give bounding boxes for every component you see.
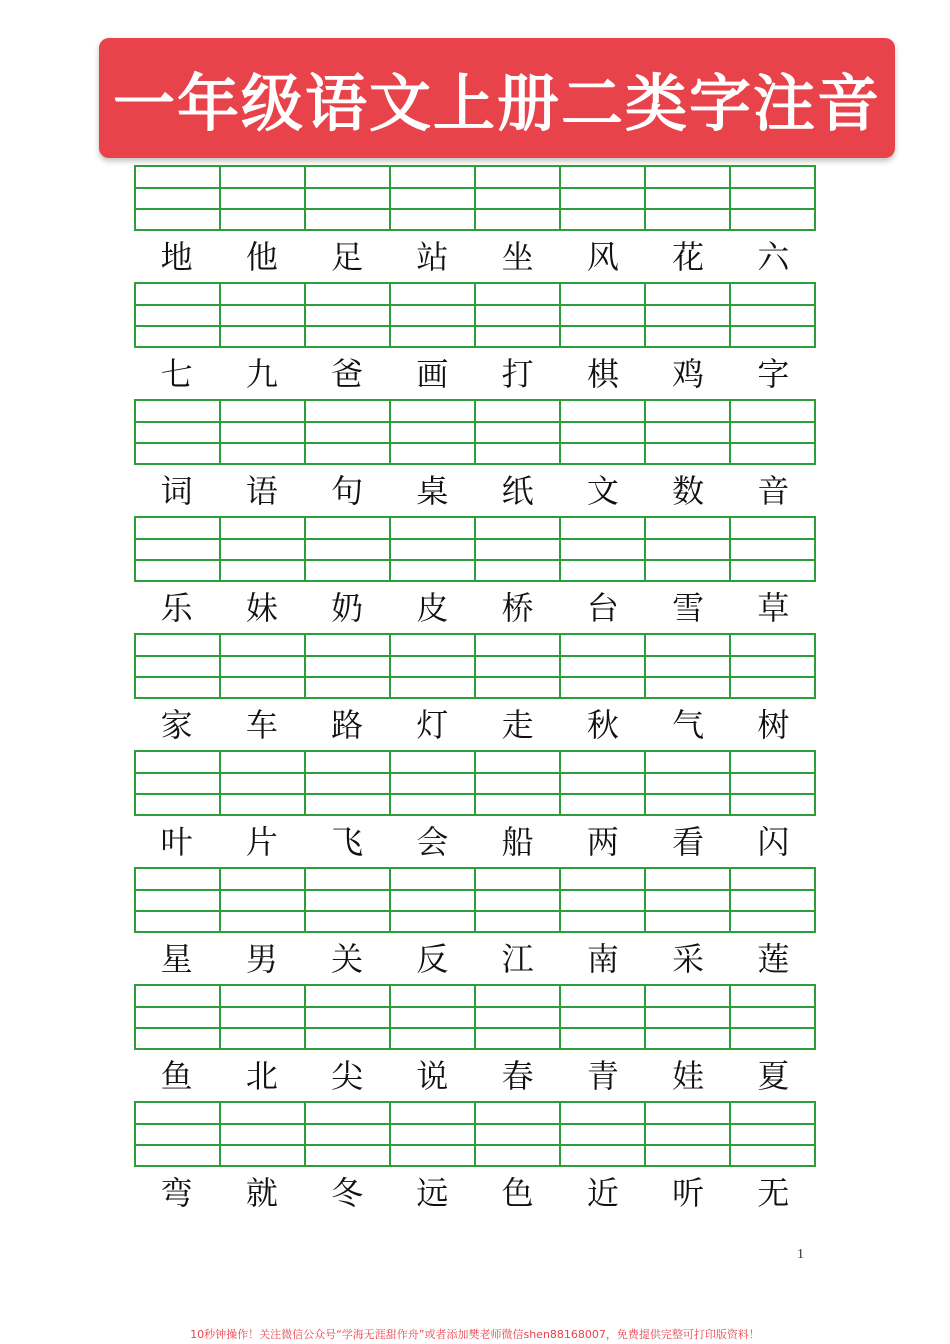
pinyin-writing-box[interactable] bbox=[731, 1103, 814, 1165]
hanzi-character: 语 bbox=[245, 472, 278, 510]
pinyin-writing-box[interactable] bbox=[221, 869, 306, 931]
hanzi-character: 六 bbox=[757, 238, 790, 276]
hanzi-character: 北 bbox=[245, 1057, 278, 1095]
worksheet-row bbox=[134, 867, 816, 984]
hanzi-character: 关 bbox=[331, 940, 364, 978]
hanzi-character: 片 bbox=[245, 823, 278, 861]
hanzi-character: 妹 bbox=[245, 589, 278, 627]
hanzi-character: 采 bbox=[672, 940, 705, 978]
hanzi-character: 冬 bbox=[331, 1174, 364, 1212]
hanzi-character: 打 bbox=[501, 355, 534, 393]
pinyin-writing-box[interactable] bbox=[306, 635, 391, 697]
hanzi-character: 尖 bbox=[331, 1057, 364, 1095]
pinyin-writing-box[interactable] bbox=[221, 986, 306, 1048]
pinyin-writing-box[interactable] bbox=[306, 986, 391, 1048]
hanzi-character: 飞 bbox=[331, 823, 364, 861]
pinyin-writing-box[interactable] bbox=[561, 869, 646, 931]
pinyin-grid bbox=[134, 516, 816, 582]
pinyin-writing-box[interactable] bbox=[136, 1103, 221, 1165]
hanzi-character: 棋 bbox=[586, 355, 619, 393]
pinyin-writing-box[interactable] bbox=[391, 401, 476, 463]
pinyin-writing-box[interactable] bbox=[391, 752, 476, 814]
character-line bbox=[134, 937, 816, 981]
hanzi-character: 站 bbox=[416, 238, 449, 276]
hanzi-character: 娃 bbox=[672, 1057, 705, 1095]
pinyin-writing-box[interactable] bbox=[731, 752, 814, 814]
hanzi-character: 船 bbox=[501, 823, 534, 861]
hanzi-character: 叶 bbox=[160, 823, 193, 861]
hanzi-character: 纸 bbox=[501, 472, 534, 510]
hanzi-character: 南 bbox=[586, 940, 619, 978]
title-banner bbox=[99, 38, 895, 158]
hanzi-character: 色 bbox=[501, 1174, 534, 1212]
character-line bbox=[134, 352, 816, 396]
hanzi-character: 近 bbox=[586, 1174, 619, 1212]
hanzi-character: 足 bbox=[331, 238, 364, 276]
hanzi-character: 台 bbox=[586, 589, 619, 627]
hanzi-character: 文 bbox=[586, 472, 619, 510]
hanzi-character: 鸡 bbox=[672, 355, 705, 393]
pinyin-writing-box[interactable] bbox=[731, 518, 814, 580]
hanzi-character: 字 bbox=[757, 355, 790, 393]
pinyin-writing-box[interactable] bbox=[476, 401, 561, 463]
pinyin-writing-box[interactable] bbox=[306, 869, 391, 931]
pinyin-writing-box[interactable] bbox=[476, 986, 561, 1048]
hanzi-character: 桌 bbox=[416, 472, 449, 510]
pinyin-writing-box[interactable] bbox=[561, 518, 646, 580]
pinyin-writing-box[interactable] bbox=[136, 752, 221, 814]
pinyin-writing-box[interactable] bbox=[136, 167, 221, 229]
worksheet-rows bbox=[134, 165, 816, 1218]
pinyin-writing-box[interactable] bbox=[476, 869, 561, 931]
page-title: 一年级语文上册二类字注音 bbox=[112, 66, 881, 140]
pinyin-writing-box[interactable] bbox=[646, 986, 731, 1048]
pinyin-writing-box[interactable] bbox=[646, 1103, 731, 1165]
hanzi-character: 会 bbox=[416, 823, 449, 861]
hanzi-character: 地 bbox=[160, 238, 193, 276]
worksheet-row bbox=[134, 516, 816, 633]
hanzi-character: 奶 bbox=[331, 589, 364, 627]
pinyin-writing-box[interactable] bbox=[646, 284, 731, 346]
pinyin-writing-box[interactable] bbox=[476, 518, 561, 580]
pinyin-writing-box[interactable] bbox=[731, 401, 814, 463]
pinyin-writing-box[interactable] bbox=[221, 635, 306, 697]
hanzi-character: 七 bbox=[160, 355, 193, 393]
pinyin-writing-box[interactable] bbox=[136, 284, 221, 346]
pinyin-writing-box[interactable] bbox=[476, 635, 561, 697]
pinyin-writing-box[interactable] bbox=[561, 1103, 646, 1165]
pinyin-writing-box[interactable] bbox=[306, 167, 391, 229]
pinyin-writing-box[interactable] bbox=[391, 986, 476, 1048]
pinyin-grid bbox=[134, 282, 816, 348]
hanzi-character: 反 bbox=[416, 940, 449, 978]
pinyin-writing-box[interactable] bbox=[136, 869, 221, 931]
character-line bbox=[134, 586, 816, 630]
hanzi-character: 乐 bbox=[160, 589, 193, 627]
hanzi-character: 夏 bbox=[757, 1057, 790, 1095]
worksheet-row bbox=[134, 1101, 816, 1218]
hanzi-character: 秋 bbox=[586, 706, 619, 744]
worksheet-row bbox=[134, 282, 816, 399]
pinyin-writing-box[interactable] bbox=[561, 635, 646, 697]
pinyin-writing-box[interactable] bbox=[391, 869, 476, 931]
hanzi-character: 家 bbox=[160, 706, 193, 744]
character-line bbox=[134, 1054, 816, 1098]
hanzi-character: 车 bbox=[245, 706, 278, 744]
pinyin-writing-box[interactable] bbox=[136, 401, 221, 463]
hanzi-character: 听 bbox=[672, 1174, 705, 1212]
character-line bbox=[134, 1171, 816, 1215]
pinyin-writing-box[interactable] bbox=[221, 284, 306, 346]
pinyin-writing-box[interactable] bbox=[476, 752, 561, 814]
pinyin-writing-box[interactable] bbox=[306, 401, 391, 463]
hanzi-character: 远 bbox=[416, 1174, 449, 1212]
hanzi-character: 走 bbox=[501, 706, 534, 744]
pinyin-writing-box[interactable] bbox=[221, 167, 306, 229]
pinyin-writing-box[interactable] bbox=[221, 1103, 306, 1165]
pinyin-grid bbox=[134, 399, 816, 465]
pinyin-writing-box[interactable] bbox=[221, 518, 306, 580]
hanzi-character: 青 bbox=[586, 1057, 619, 1095]
hanzi-character: 桥 bbox=[501, 589, 534, 627]
hanzi-character: 星 bbox=[160, 940, 193, 978]
pinyin-writing-box[interactable] bbox=[476, 167, 561, 229]
pinyin-writing-box[interactable] bbox=[221, 401, 306, 463]
pinyin-writing-box[interactable] bbox=[731, 635, 814, 697]
pinyin-writing-box[interactable] bbox=[391, 518, 476, 580]
hanzi-character: 草 bbox=[757, 589, 790, 627]
pinyin-writing-box[interactable] bbox=[306, 752, 391, 814]
worksheet-row bbox=[134, 399, 816, 516]
pinyin-writing-box[interactable] bbox=[731, 284, 814, 346]
hanzi-character: 春 bbox=[501, 1057, 534, 1095]
hanzi-character: 说 bbox=[416, 1057, 449, 1095]
hanzi-character: 他 bbox=[245, 238, 278, 276]
pinyin-writing-box[interactable] bbox=[646, 869, 731, 931]
hanzi-character: 爸 bbox=[331, 355, 364, 393]
hanzi-character: 路 bbox=[331, 706, 364, 744]
pinyin-writing-box[interactable] bbox=[646, 401, 731, 463]
pinyin-writing-box[interactable] bbox=[646, 518, 731, 580]
character-line bbox=[134, 469, 816, 513]
pinyin-writing-box[interactable] bbox=[561, 284, 646, 346]
hanzi-character: 花 bbox=[672, 238, 705, 276]
hanzi-character: 气 bbox=[672, 706, 705, 744]
hanzi-character: 两 bbox=[586, 823, 619, 861]
hanzi-character: 音 bbox=[757, 472, 790, 510]
pinyin-writing-box[interactable] bbox=[306, 1103, 391, 1165]
pinyin-writing-box[interactable] bbox=[561, 986, 646, 1048]
pinyin-writing-box[interactable] bbox=[646, 752, 731, 814]
worksheet-row bbox=[134, 633, 816, 750]
pinyin-writing-box[interactable] bbox=[136, 635, 221, 697]
hanzi-character: 就 bbox=[245, 1174, 278, 1212]
pinyin-grid bbox=[134, 750, 816, 816]
hanzi-character: 九 bbox=[245, 355, 278, 393]
pinyin-writing-box[interactable] bbox=[731, 986, 814, 1048]
pinyin-writing-box[interactable] bbox=[391, 167, 476, 229]
pinyin-writing-box[interactable] bbox=[306, 284, 391, 346]
pinyin-writing-box[interactable] bbox=[391, 635, 476, 697]
pinyin-writing-box[interactable] bbox=[561, 401, 646, 463]
hanzi-character: 闪 bbox=[757, 823, 790, 861]
pinyin-writing-box[interactable] bbox=[476, 284, 561, 346]
pinyin-writing-box[interactable] bbox=[136, 518, 221, 580]
hanzi-character: 句 bbox=[331, 472, 364, 510]
hanzi-character: 坐 bbox=[501, 238, 534, 276]
pinyin-writing-box[interactable] bbox=[731, 167, 814, 229]
pinyin-grid bbox=[134, 984, 816, 1050]
worksheet-row bbox=[134, 750, 816, 867]
hanzi-character: 风 bbox=[586, 238, 619, 276]
pinyin-grid bbox=[134, 165, 816, 231]
footer-note: 10秒钟操作！关注微信公众号“学海无涯甜作舟”或者添加樊老师微信shen88168007，免费提供完整可打印版资料！ bbox=[190, 1328, 760, 1341]
pinyin-grid bbox=[134, 1101, 816, 1167]
pinyin-writing-box[interactable] bbox=[221, 752, 306, 814]
hanzi-character: 画 bbox=[416, 355, 449, 393]
hanzi-character: 雪 bbox=[672, 589, 705, 627]
worksheet-row bbox=[134, 165, 816, 282]
page-number: 1 bbox=[797, 1247, 804, 1262]
hanzi-character: 无 bbox=[757, 1174, 790, 1212]
hanzi-character: 词 bbox=[160, 472, 193, 510]
pinyin-writing-box[interactable] bbox=[391, 284, 476, 346]
worksheet-row bbox=[134, 984, 816, 1101]
hanzi-character: 男 bbox=[245, 940, 278, 978]
pinyin-writing-box[interactable] bbox=[646, 635, 731, 697]
pinyin-grid bbox=[134, 633, 816, 699]
hanzi-character: 看 bbox=[672, 823, 705, 861]
hanzi-character: 鱼 bbox=[160, 1057, 193, 1095]
pinyin-writing-box[interactable] bbox=[136, 986, 221, 1048]
hanzi-character: 数 bbox=[672, 472, 705, 510]
character-line bbox=[134, 235, 816, 279]
pinyin-writing-box[interactable] bbox=[646, 167, 731, 229]
character-line bbox=[134, 820, 816, 864]
pinyin-writing-box[interactable] bbox=[476, 1103, 561, 1165]
hanzi-character: 莲 bbox=[757, 940, 790, 978]
pinyin-writing-box[interactable] bbox=[561, 752, 646, 814]
hanzi-character: 皮 bbox=[416, 589, 449, 627]
pinyin-writing-box[interactable] bbox=[391, 1103, 476, 1165]
pinyin-writing-box[interactable] bbox=[306, 518, 391, 580]
pinyin-grid bbox=[134, 867, 816, 933]
hanzi-character: 弯 bbox=[160, 1174, 193, 1212]
hanzi-character: 灯 bbox=[416, 706, 449, 744]
character-line bbox=[134, 703, 816, 747]
hanzi-character: 江 bbox=[501, 940, 534, 978]
hanzi-character: 树 bbox=[757, 706, 790, 744]
pinyin-writing-box[interactable] bbox=[731, 869, 814, 931]
pinyin-writing-box[interactable] bbox=[561, 167, 646, 229]
